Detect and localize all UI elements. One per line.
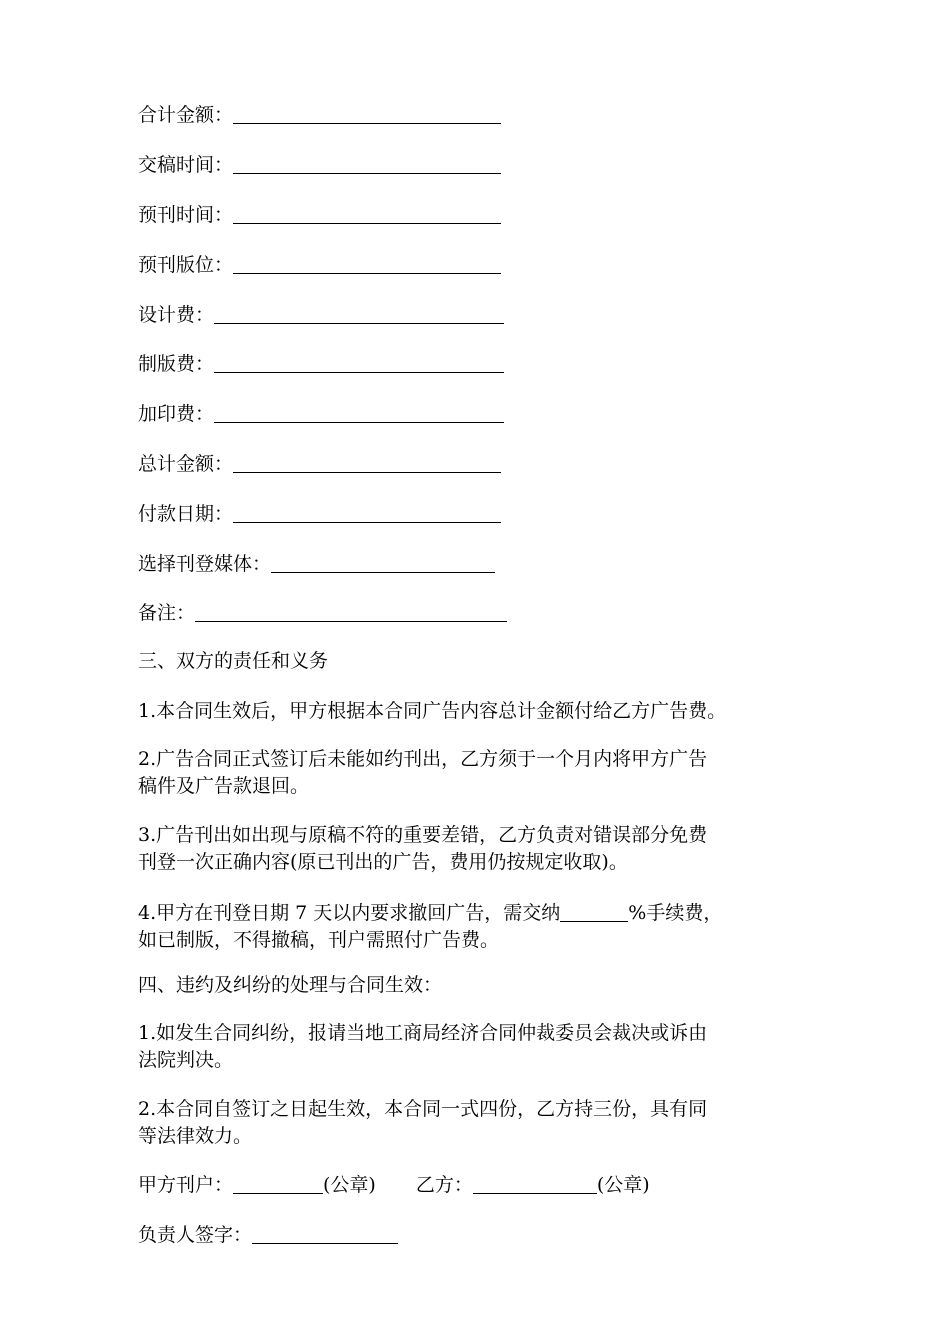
blank-line bbox=[233, 502, 501, 523]
field-design-fee bbox=[138, 300, 504, 328]
section-4-heading: 四、违约及纠纷的处理与合同生效： bbox=[138, 974, 443, 996]
party-b-blank bbox=[473, 1173, 597, 1194]
clause-text: %手续费， bbox=[628, 902, 723, 924]
blank-line bbox=[233, 452, 501, 473]
field-label: 备注： bbox=[138, 602, 196, 624]
blank-line bbox=[233, 153, 501, 174]
field-scheduled-publish-time bbox=[138, 200, 501, 228]
field-label: 合计金额： bbox=[138, 104, 234, 126]
clause-text: 刊登一次正确内容(原已刊出的广告，费用仍按规定收取)。 bbox=[138, 851, 628, 873]
blank-line bbox=[214, 402, 504, 423]
responsible-label: 负责人签字： bbox=[138, 1224, 253, 1246]
clause-text: 1.本合同生效后，甲方根据本合同广告内容总计金额付给乙方广告费。 bbox=[138, 700, 727, 722]
field-label: 加印费： bbox=[138, 403, 215, 425]
party-b-seal: (公章) bbox=[596, 1174, 650, 1196]
field-label: 交稿时间： bbox=[138, 154, 234, 176]
blank-line bbox=[214, 303, 504, 324]
field-label: 设计费： bbox=[138, 304, 215, 326]
field-remarks bbox=[138, 598, 507, 626]
clause-text: 1.如发生合同纠纷，报请当地工商局经济合同仲裁委员会裁决或诉由 bbox=[138, 1022, 708, 1044]
section-3-clause-3 bbox=[138, 822, 818, 876]
blank-line bbox=[233, 103, 501, 124]
section-3-clause-4 bbox=[138, 898, 818, 954]
blank-line bbox=[195, 601, 507, 622]
field-submission-time bbox=[138, 150, 501, 178]
field-media-selection bbox=[138, 549, 495, 577]
blank-line bbox=[560, 901, 628, 922]
blank-line bbox=[271, 552, 495, 573]
field-label: 预刊版位： bbox=[138, 254, 234, 276]
field-label: 制版费： bbox=[138, 353, 215, 375]
section-3-heading: 三、双方的责任和义务 bbox=[138, 650, 329, 672]
field-label: 预刊时间： bbox=[138, 204, 234, 226]
clause-text: 3.广告刊出如出现与原稿不符的重要差错，乙方负责对错误部分免费 bbox=[138, 824, 708, 846]
field-label: 选择刊登媒体： bbox=[138, 553, 272, 575]
signature-responsible bbox=[138, 1220, 398, 1248]
blank-line bbox=[214, 352, 504, 373]
party-a-blank bbox=[233, 1173, 323, 1194]
section-3-clause-2 bbox=[138, 746, 818, 800]
blank-line bbox=[233, 253, 501, 274]
responsible-blank bbox=[252, 1223, 398, 1244]
clause-text: 2.广告合同正式签订后未能如约刊出，乙方须于一个月内将甲方广告 bbox=[138, 748, 708, 770]
signature-parties bbox=[138, 1170, 650, 1198]
clause-text: 稿件及广告款退回。 bbox=[138, 775, 310, 797]
clause-text: 等法律效力。 bbox=[138, 1125, 253, 1147]
field-scheduled-page-position bbox=[138, 250, 501, 278]
clause-text: 4.甲方在刊登日期 7 天以内要求撤回广告，需交纳 bbox=[138, 902, 561, 924]
field-extra-print-fee bbox=[138, 399, 504, 427]
section-4-clause-2 bbox=[138, 1096, 818, 1150]
section-3-clause-1 bbox=[138, 698, 818, 725]
field-label: 总计金额： bbox=[138, 453, 234, 475]
party-a-seal: (公章) bbox=[323, 1174, 376, 1196]
field-label: 付款日期： bbox=[138, 503, 234, 525]
clause-text: 法院判决。 bbox=[138, 1049, 234, 1071]
clause-text: 2.本合同自签订之日起生效，本合同一式四份，乙方持三份，具有同 bbox=[138, 1098, 708, 1120]
blank-line bbox=[233, 203, 501, 224]
field-payment-date bbox=[138, 499, 501, 527]
section-4-clause-1 bbox=[138, 1020, 818, 1074]
field-total-amount bbox=[138, 100, 501, 128]
clause-text: 如已制版，不得撤稿，刊户需照付广告费。 bbox=[138, 929, 500, 951]
party-b-label: 乙方： bbox=[415, 1174, 473, 1196]
party-a-label: 甲方刊户： bbox=[138, 1174, 234, 1196]
clause-text-line bbox=[138, 898, 818, 927]
field-grand-total bbox=[138, 449, 501, 477]
field-plate-fee bbox=[138, 349, 504, 377]
